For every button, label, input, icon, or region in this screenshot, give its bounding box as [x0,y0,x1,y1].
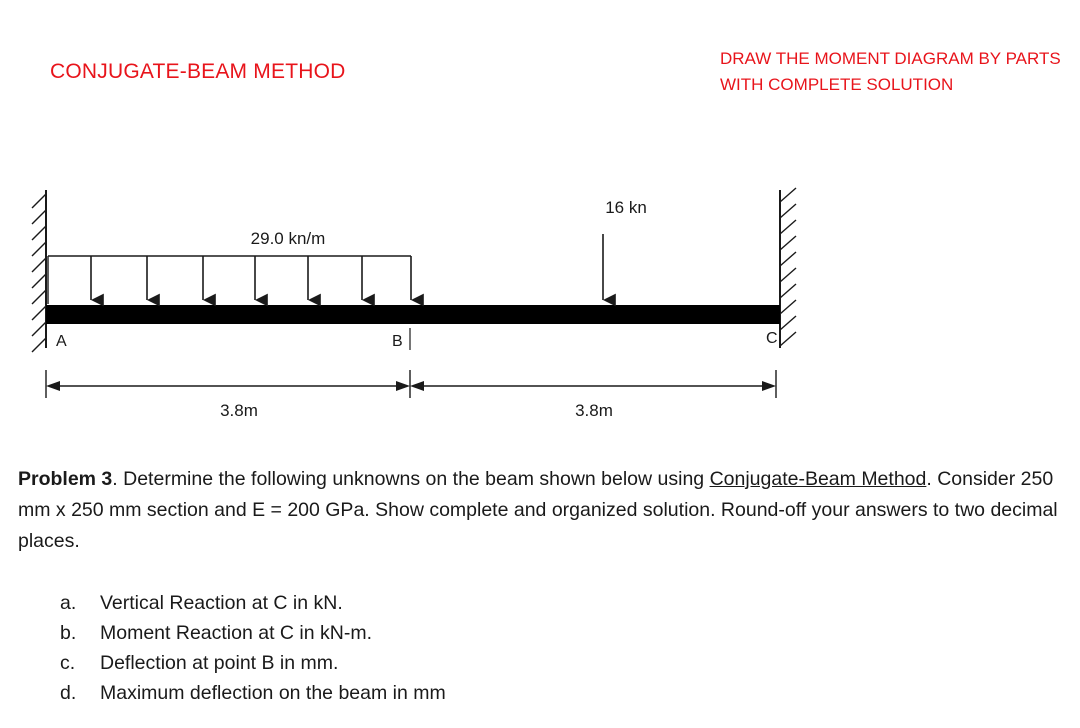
question-letter: d. [60,682,77,704]
fixed-support-left [32,190,46,352]
instruction-note [720,46,1061,98]
span-ab-label: 3.8m [220,401,258,420]
question-text: Moment Reaction at C in kN-m. [100,622,373,644]
method-title: CONJUGATE-BEAM METHOD [50,60,346,83]
instruction-line-2: WITH COMPLETE SOLUTION [720,75,954,94]
point-load-label: 16 kn [605,198,647,217]
distributed-load-label: 29.0 kn/m [250,229,326,248]
problem-statement [18,464,1076,557]
problem-text-details: . Consider 250 mm x 250 mm section and E = 200 GPa. Show complete and organized solution. Round-off your answers to two decimal places. [18,468,1058,552]
question-list [60,588,446,708]
method-link: Conjugate-Beam Method [709,468,927,490]
problem-text-intro: . Determine the following unknowns on the beam shown below using [112,468,710,490]
fixed-support-right [780,188,796,348]
question-letter: c. [60,652,76,674]
question-letter: a. [60,592,77,614]
span-bc-label: 3.8m [575,401,613,420]
point-load [603,198,647,300]
question-letter: b. [60,622,77,644]
list-item [60,588,446,618]
list-item [60,678,446,708]
beam [46,305,780,324]
beam-diagram [0,180,1080,420]
list-item [60,618,446,648]
list-item [60,648,446,678]
point-c-label: C [766,330,778,347]
point-a-label: A [56,333,67,350]
instruction-line-1: DRAW THE MOMENT DIAGRAM BY PARTS [720,49,1061,68]
dimension-lines [46,370,776,398]
question-text: Deflection at point B in mm. [100,652,339,674]
question-text: Vertical Reaction at C in kN. [100,592,343,614]
distributed-load [48,229,411,304]
point-b-label: B [392,333,403,350]
question-text: Maximum deflection on the beam in mm [100,682,446,704]
problem-label: Problem 3 [18,468,113,490]
